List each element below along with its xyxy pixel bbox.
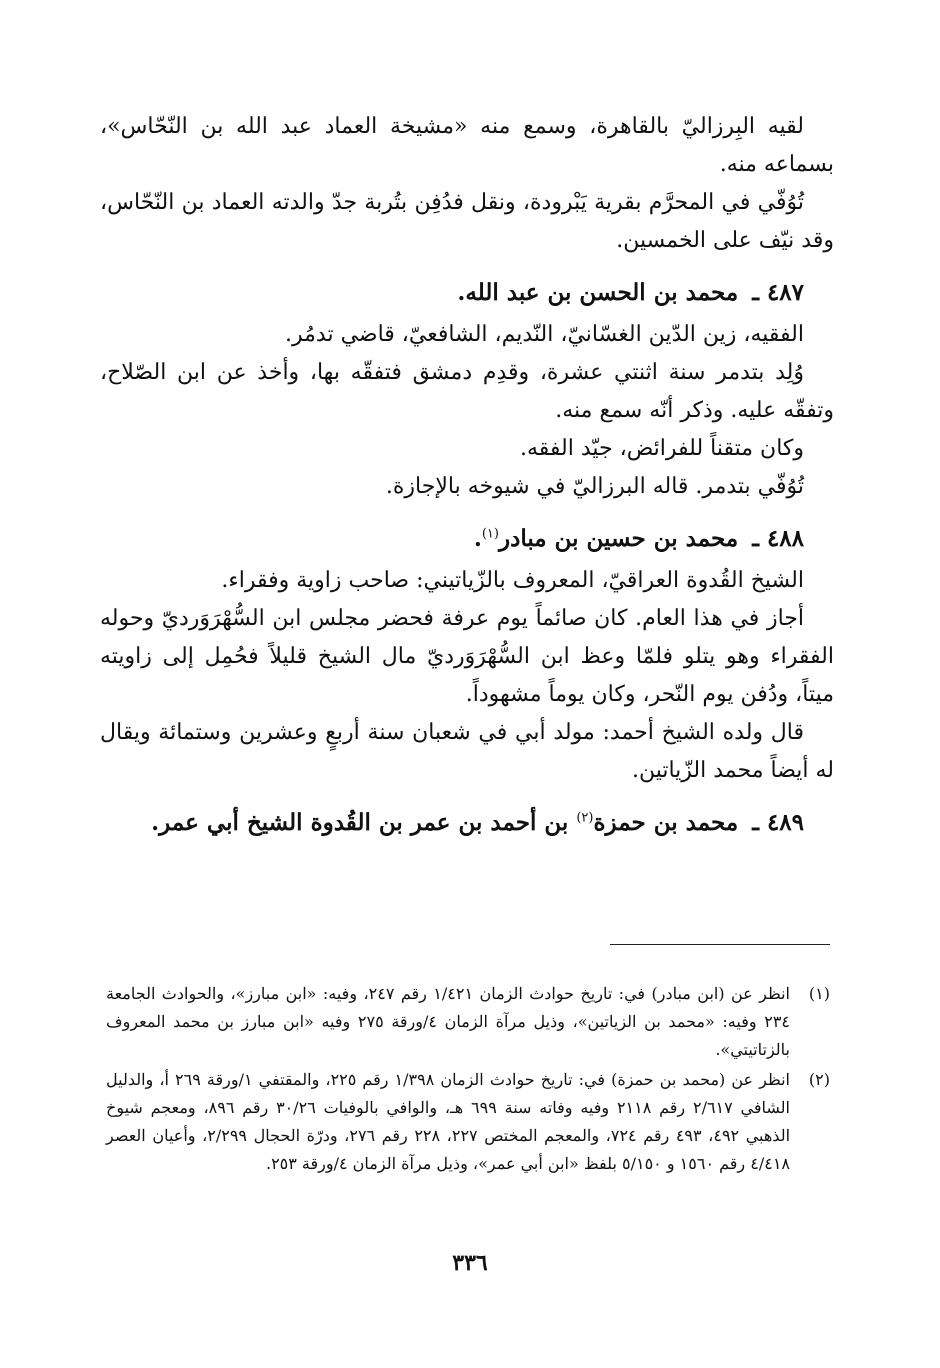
footnotes bbox=[106, 980, 830, 1180]
footnote bbox=[106, 1066, 830, 1178]
entry-title-continued: بن أحمد بن عمر بن القُدوة الشيخ أبي عمر. bbox=[151, 809, 569, 836]
entry-number: ٤٨٩ ـ bbox=[752, 809, 804, 836]
entry-title-end: . bbox=[473, 525, 482, 552]
entry-title: محمد بن حمزة bbox=[593, 809, 739, 836]
paragraph: الفقيه، زين الدّين الغسّانيّ، النّديم، الشافعيّ، قاضي تدمُر. bbox=[284, 322, 804, 347]
paragraph: وكان متقناً للفرائض، جيّد الفقه. bbox=[519, 436, 804, 461]
entry-title: محمد بن حسين بن مبادر bbox=[498, 525, 739, 552]
entry-heading-489 bbox=[100, 804, 834, 842]
page-number: ٣٣٦ bbox=[452, 1250, 488, 1276]
paragraph: لقيه البِرزاليّ بالقاهرة، وسمع منه «مشيخة العماد عبد الله بن النّحّاس»، بسماعه منه. bbox=[100, 114, 834, 177]
entry-heading-488 bbox=[100, 520, 834, 558]
footnote-text: انظر عن (ابن مبادر) في: تاريخ حوادث الزمان ١/٤٢١ رقم ٢٤٧، وفيه: «ابن مبارز»، والحوادث الجامعة ٢٣٤ وفيه: «محمد بن الزياتين»، وذيل مرآة الزمان ٤/ورقة ٢٧٥ وفيه «ابن مبارز بن محمد المعروف بالزتاتيتي». bbox=[106, 984, 791, 1059]
footnote-reference[interactable]: (١) bbox=[481, 526, 499, 542]
entry-heading-487 bbox=[100, 274, 834, 312]
paragraph: تُوُفّي بتدمر. قاله البرزاليّ في شيوخه بالإجازة. bbox=[385, 474, 804, 499]
paragraph: الشيخ القُدوة العراقيّ، المعروف بالزّياتيني: صاحب زاوية وفقراء. bbox=[221, 568, 804, 593]
main-text bbox=[100, 108, 834, 846]
entry-number: ٤٨٧ ـ bbox=[752, 279, 804, 306]
paragraph: تُوُفّي في المحرَّم بقرية يَبْرودة، ونقل فدُفِن بتُربة جدّ والدته العماد بن النّحّاس، وقد نيّف على الخمسين. bbox=[100, 190, 834, 253]
footnote-reference[interactable]: (٢) bbox=[576, 810, 594, 826]
footnote-text: انظر عن (محمد بن حمزة) في: تاريخ حوادث الزمان ١/٣٩٨ رقم ٢٢٥، والمقتفي ١/ورقة ٢٦٩ أ، والدليل الشافي ٢/٦١٧ رقم ٢١١٨ وفيه وفاته سنة ٦٩٩ هـ، والوافي بالوفيات ٣٠/٢٦ رقم ٨٩٦، ومعجم شيوخ الذهبي ٤٩٢، ٤٩٣ رقم ٧٢٤، والمعجم المختص ٢٢٧، ٢٢٨ رقم ٢٧٦، ودرّة الحجال ٢/٢٩٩، وأعيان العصر ٤/٤١٨ رقم ١٥٦٠ و ٥/١٥٠ بلفظ «ابن أبي عمر»، وذيل مرآة الزمان ٤/ورقة ٢٥٣. bbox=[106, 1070, 791, 1173]
entry-number: ٤٨٨ ـ bbox=[752, 525, 804, 552]
paragraph: وُلِد بتدمر سنة اثنتي عشرة، وقدِم دمشق فتفقّه بها، وأخذ عن ابن الصّلاح، وتفقّه عليه. وذكر أنّه سمع منه. bbox=[100, 360, 834, 423]
entry-title: محمد بن الحسن بن عبد الله. bbox=[457, 279, 739, 306]
paragraph: قال ولده الشيخ أحمد: مولد أبي في شعبان سنة أربعٍ وعشرين وستمائة ويقال له أيضاً محمد الزّياتين. bbox=[100, 720, 834, 783]
footnote-label: (١) bbox=[808, 984, 830, 1003]
footnote bbox=[106, 980, 830, 1064]
footnote-separator bbox=[610, 944, 830, 945]
footnote-label: (٢) bbox=[808, 1070, 830, 1089]
paragraph: أجاز في هذا العام. كان صائماً يوم عرفة فحضر مجلس ابن السُّهْرَوَرديّ وحوله الفقراء وهو يتلو فلمّا وعظ ابن السُّهْرَوَرديّ مال الشيخ قليلاً فحُمِل إلى زاويته ميتاً، ودُفن يوم النّحر، وكان يوماً مشهوداً. bbox=[100, 606, 834, 707]
